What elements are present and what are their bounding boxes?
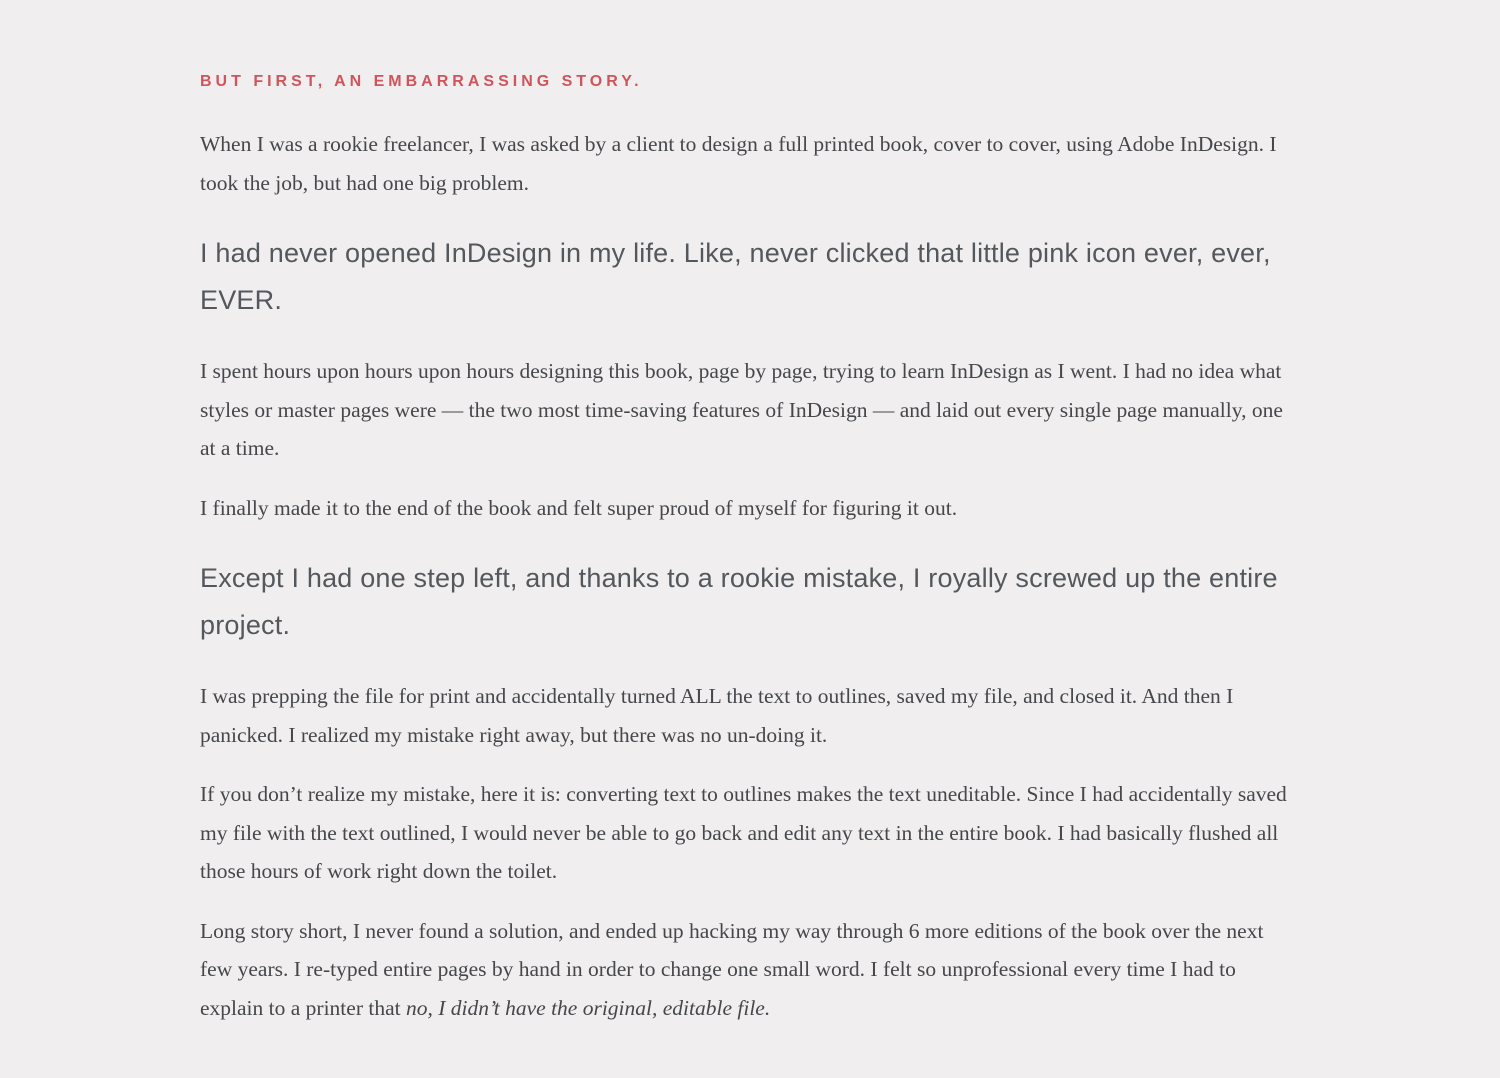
heading-one-step-left: Except I had one step left, and thanks to a rookie mistake, I royally screwed up the entire project.: [200, 563, 1278, 640]
paragraph-mistake-explained: If you don’t realize my mistake, here it is: converting text to outlines makes the text uneditable. Since I had accidentally saved my file with the text outlined, I would never be able to go back and edit any text in the entire book. I had basically flushed all those hours of work right down the toilet.: [200, 782, 1287, 883]
paragraph-long-story-short: [200, 912, 1300, 1028]
paragraph-finally-made-it: I finally made it to the end of the book and felt super proud of myself for figuring it out.: [200, 495, 958, 520]
paragraph-spent-hours: I spent hours upon hours upon hours designing this book, page by page, trying to learn InDesign as I went. I had no idea what styles or master pages were — the two most time-saving features of InDesign — and laid out every single page manually, one at a time.: [200, 359, 1283, 460]
paragraph-prepping-file: I was prepping the file for print and accidentally turned ALL the text to outlines, saved my file, and closed it. And then I panicked. I realized my mistake right away, but there was no un-doing it.: [200, 684, 1234, 747]
paragraph-long-story-regular-text: Long story short, I never found a solution, and ended up hacking my way through 6 more editions of the book over the next few years. I re-typed entire pages by hand in order to change one small word. I felt so unprofessional every time I had to explain to a printer that: [200, 918, 1264, 1020]
article-body: [200, 0, 1300, 1027]
eyebrow-heading: BUT FIRST, AN EMBARRASSING STORY.: [200, 73, 643, 90]
heading-never-opened-indesign: I had never opened InDesign in my life. Like, never clicked that little pink icon ever, ever, EVER.: [200, 238, 1271, 315]
paragraph-long-story-italic-text: no, I didn’t have the original, editable file.: [405, 995, 771, 1020]
paragraph-intro: When I was a rookie freelancer, I was asked by a client to design a full printed book, cover to cover, using Adobe InDesign. I took the job, but had one big problem.: [200, 132, 1277, 195]
